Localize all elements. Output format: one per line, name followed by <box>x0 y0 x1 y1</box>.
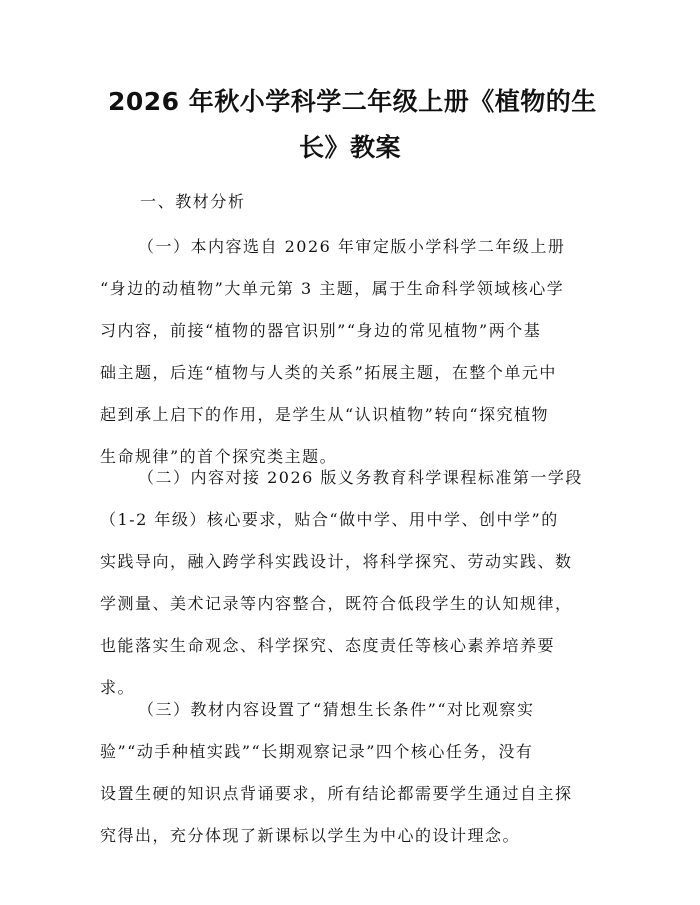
paragraph-2 <box>100 457 620 709</box>
paragraph-line: “身边的动植物”大单元第 3 主题，属于生命科学领域核心学 <box>100 279 565 298</box>
paragraph-1 <box>100 226 620 478</box>
paragraph-line: 生命规律”的首个探究类主题。 <box>100 447 338 466</box>
paragraph-line: 验”“动手种植实践”“长期观察记录”四个核心任务，没有 <box>100 742 534 761</box>
paragraph-3 <box>100 689 620 857</box>
paragraph-line: 求。 <box>100 678 136 697</box>
paragraph-line: （一）本内容选自 2026 年审定版小学科学二年级上册 <box>138 237 566 256</box>
paragraph-line: （1-2 年级）核心要求，贴合“做中学、用中学、创中学”的 <box>100 510 559 529</box>
document-title-line-1: 2026 年秋小学科学二年级上册《植物的生 <box>108 87 597 116</box>
paragraph-line: 础主题，后连“植物与人类的关系”拓展主题，在整个单元中 <box>100 363 557 382</box>
section-heading: 一、教材分析 <box>140 192 246 211</box>
paragraph-line: 习内容，前接“植物的器官识别”“身边的常见植物”两个基 <box>100 321 542 340</box>
document-title-line-2: 长》教案 <box>298 133 401 162</box>
paragraph-line: 起到承上启下的作用，是学生从“认识植物”转向“探究植物 <box>100 405 550 424</box>
paragraph-line: 学测量、美术记录等内容整合，既符合低段学生的认知规律， <box>100 594 573 613</box>
paragraph-line: 也能落实生命观念、科学探究、态度责任等核心素养培养要 <box>100 636 556 655</box>
paragraph-line: 究得出，充分体现了新课标以学生为中心的设计理念。 <box>100 826 521 845</box>
paragraph-line: 实践导向，融入跨学科实践设计，将科学探究、劳动实践、数 <box>100 552 573 571</box>
paragraph-line: 设置生硬的知识点背诵要求，所有结论都需要学生通过自主探 <box>100 784 573 803</box>
paragraph-line: （二）内容对接 2026 版义务教育科学课程标准第一学段 <box>138 468 583 487</box>
paragraph-line: （三）教材内容设置了“猜想生长条件”“对比观察实 <box>138 700 535 719</box>
